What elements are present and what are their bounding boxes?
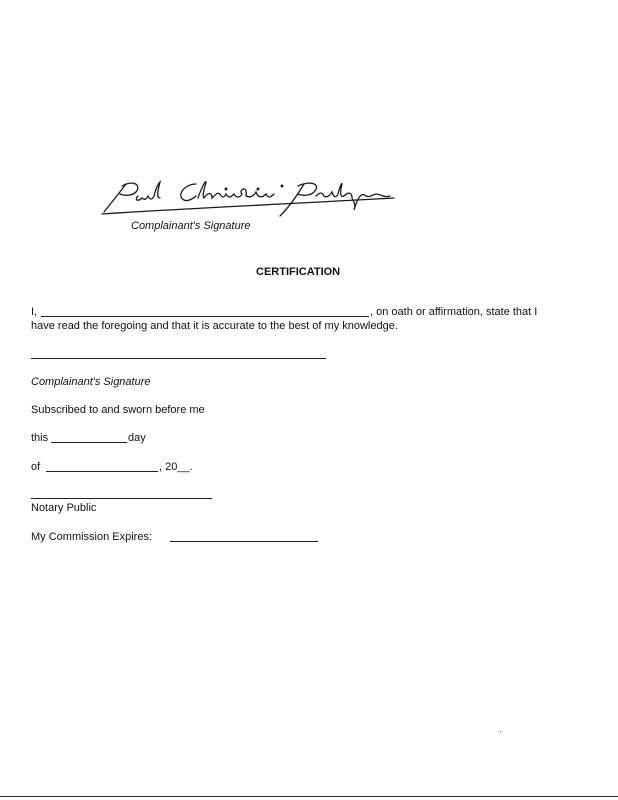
complainant-signature-label: Complainant's Signature	[31, 376, 151, 388]
scan-speck	[500, 731, 501, 732]
complainant-signature-caption-top: Complainant's Signature	[131, 220, 251, 232]
day-line	[51, 442, 127, 443]
handwritten-signature	[98, 176, 398, 220]
day-prefix: this	[31, 432, 49, 444]
statement-suffix: , on oath or affirmation, state that I	[370, 306, 538, 318]
month-line	[46, 471, 158, 472]
commission-expires-label: My Commission Expires:	[31, 531, 153, 543]
year-text: , 20__.	[159, 461, 193, 473]
page-bottom-edge	[0, 796, 618, 797]
certification-heading: CERTIFICATION	[256, 266, 341, 278]
notary-public-label: Notary Public	[31, 502, 97, 514]
statement-prefix: I,	[31, 306, 38, 318]
complainant-signature-line	[31, 358, 326, 359]
statement-line-2: have read the foregoing and that it is accurate to the best of my knowledge.	[31, 320, 398, 332]
day-suffix: day	[128, 432, 146, 444]
commission-expires-line	[170, 541, 318, 542]
of-prefix: of	[31, 461, 41, 473]
notary-signature-line	[31, 498, 212, 499]
affiant-name-line	[41, 316, 369, 317]
subscribed-text: Subscribed to and sworn before me	[31, 404, 205, 416]
